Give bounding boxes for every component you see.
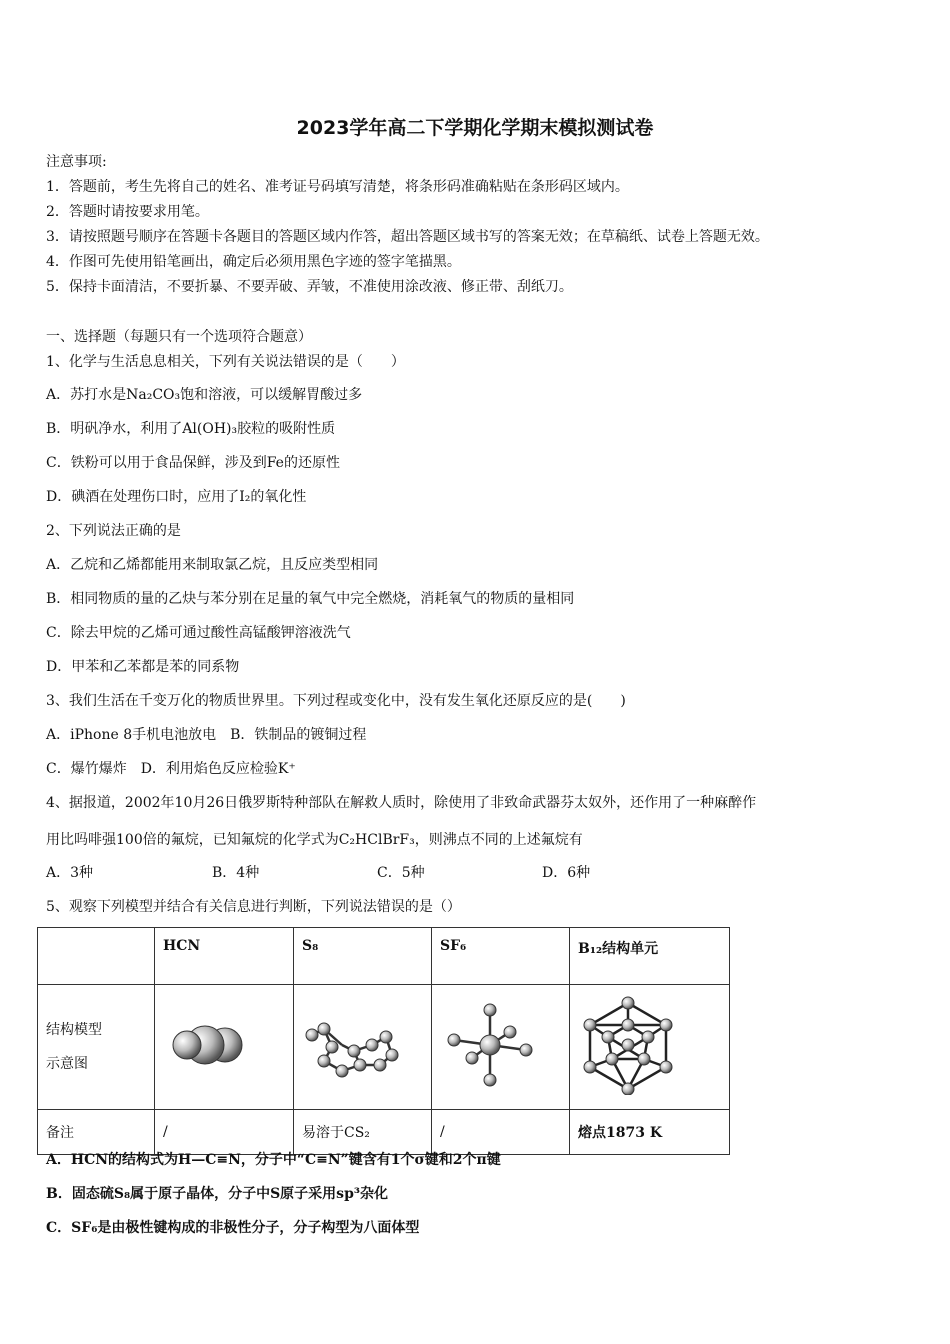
table-header-cell: SF₆ (432, 928, 570, 985)
question-5-stem: 5、观察下列模型并结合有关信息进行判断，下列说法错误的是（） (46, 899, 461, 915)
notice-heading: 注意事项: (46, 154, 107, 170)
s8-model-cell (294, 985, 432, 1110)
question-5-option-a: A．HCN的结构式为H—C≡N，分子中“C≡N”键含有1个σ键和2个π键 (46, 1152, 501, 1168)
model-label-cell (38, 985, 155, 1110)
question-4-option-b: B．4种 (212, 865, 260, 881)
hcn-model-icon (163, 1015, 253, 1075)
question-1-option-a: A．苏打水是Na₂CO₃饱和溶液，可以缓解胃酸过多 (46, 387, 363, 403)
table-cell: 熔点1873 K (570, 1110, 730, 1155)
notice-item: 5．保持卡面清洁，不要折暴、不要弄破、弄皱，不准使用涂改液、修正带、刮纸刀。 (46, 279, 573, 295)
question-1-option-b: B．明矾净水，利用了Al(OH)₃胶粒的吸附性质 (46, 421, 336, 437)
table-cell: / (432, 1110, 570, 1155)
model-label-line: 结构模型 (46, 1022, 102, 1038)
question-2-option-d: D．甲苯和乙苯都是苯的同系物 (46, 659, 240, 675)
table-header-row (38, 928, 730, 985)
question-5-option-c: C．SF₆是由极性键构成的非极性分子，分子构型为八面体型 (46, 1220, 420, 1236)
question-1-stem: 1、化学与生活息息相关，下列有关说法错误的是（ ） (46, 354, 405, 370)
table-row (38, 1110, 730, 1155)
section-heading: 一、选择题（每题只有一个选项符合题意） (46, 329, 312, 345)
table-header-cell: HCN (155, 928, 294, 985)
notice-item: 3．请按照题号顺序在答题卡各题目的答题区域内作答，超出答题区域书写的答案无效；在草稿纸、试卷上答题无效。 (46, 229, 769, 245)
question-3-options-ab: A．iPhone 8手机电池放电 B．铁制品的镀铜过程 (46, 727, 367, 743)
s8-model-icon (302, 1005, 402, 1085)
table-header-cell: S₈ (294, 928, 432, 985)
table-header-cell: B₁₂结构单元 (570, 928, 730, 985)
question-4-option-d: D．6种 (542, 865, 591, 881)
question-4-option-a: A．3种 (46, 865, 94, 881)
question-3-options-cd: C．爆竹爆炸 D．利用焰色反应检验K⁺ (46, 761, 296, 777)
page-title: 2023学年高二下学期化学期末模拟测试卷 (296, 117, 654, 139)
model-label-line: 示意图 (46, 1056, 88, 1072)
table-header-cell (38, 928, 155, 985)
question-2-option-b: B．相同物质的量的乙炔与苯分别在足量的氧气中完全燃烧，消耗氧气的物质的量相同 (46, 591, 575, 607)
question-4-stem-line1: 4、据报道，2002年10月26日俄罗斯特种部队在解救人质时，除使用了非致命武器芬太奴外，还作用了一种麻醉作 (46, 795, 757, 811)
question-3-stem: 3、我们生活在千变万化的物质世界里。下列过程或变化中，没有发生氧化还原反应的是( ) (46, 693, 626, 709)
table-row (38, 985, 730, 1110)
table-cell: 备注 (38, 1110, 155, 1155)
notice-item: 4．作图可先使用铅笔画出，确定后必须用黑色字迹的签字笔描黑。 (46, 254, 461, 270)
model-table (37, 927, 730, 1155)
sf6-model-cell (432, 985, 570, 1110)
notice-item: 2．答题时请按要求用笔。 (46, 204, 209, 220)
question-2-stem: 2、下列说法正确的是 (46, 523, 181, 539)
notice-item: 1．答题前，考生先将自己的姓名、准考证号码填写清楚，将条形码准确粘贴在条形码区域内。 (46, 179, 629, 195)
question-1-option-d: D．碘酒在处理伤口时，应用了I₂的氧化性 (46, 489, 307, 505)
question-4-stem-line2: 用比吗啡强100倍的氟烷，已知氟烷的化学式为C₂HClBrF₃，则沸点不同的上述氟烷有 (46, 832, 583, 848)
question-2-option-a: A．乙烷和乙烯都能用来制取氯乙烷，且反应类型相同 (46, 557, 379, 573)
question-1-option-c: C．铁粉可以用于食品保鲜，涉及到Fe的还原性 (46, 455, 340, 471)
question-4-option-c: C．5种 (377, 865, 425, 881)
table-cell: / (155, 1110, 294, 1155)
sf6-model-icon (440, 1000, 540, 1090)
question-5-option-b: B．固态硫S₈属于原子晶体，分子中S原子采用sp³杂化 (46, 1186, 388, 1202)
b12-model-icon (578, 995, 678, 1095)
question-2-option-c: C．除去甲烷的乙烯可通过酸性高锰酸钾溶液洗气 (46, 625, 351, 641)
hcn-model-cell (155, 985, 294, 1110)
table-cell: 易溶于CS₂ (294, 1110, 432, 1155)
b12-model-cell (570, 985, 730, 1110)
